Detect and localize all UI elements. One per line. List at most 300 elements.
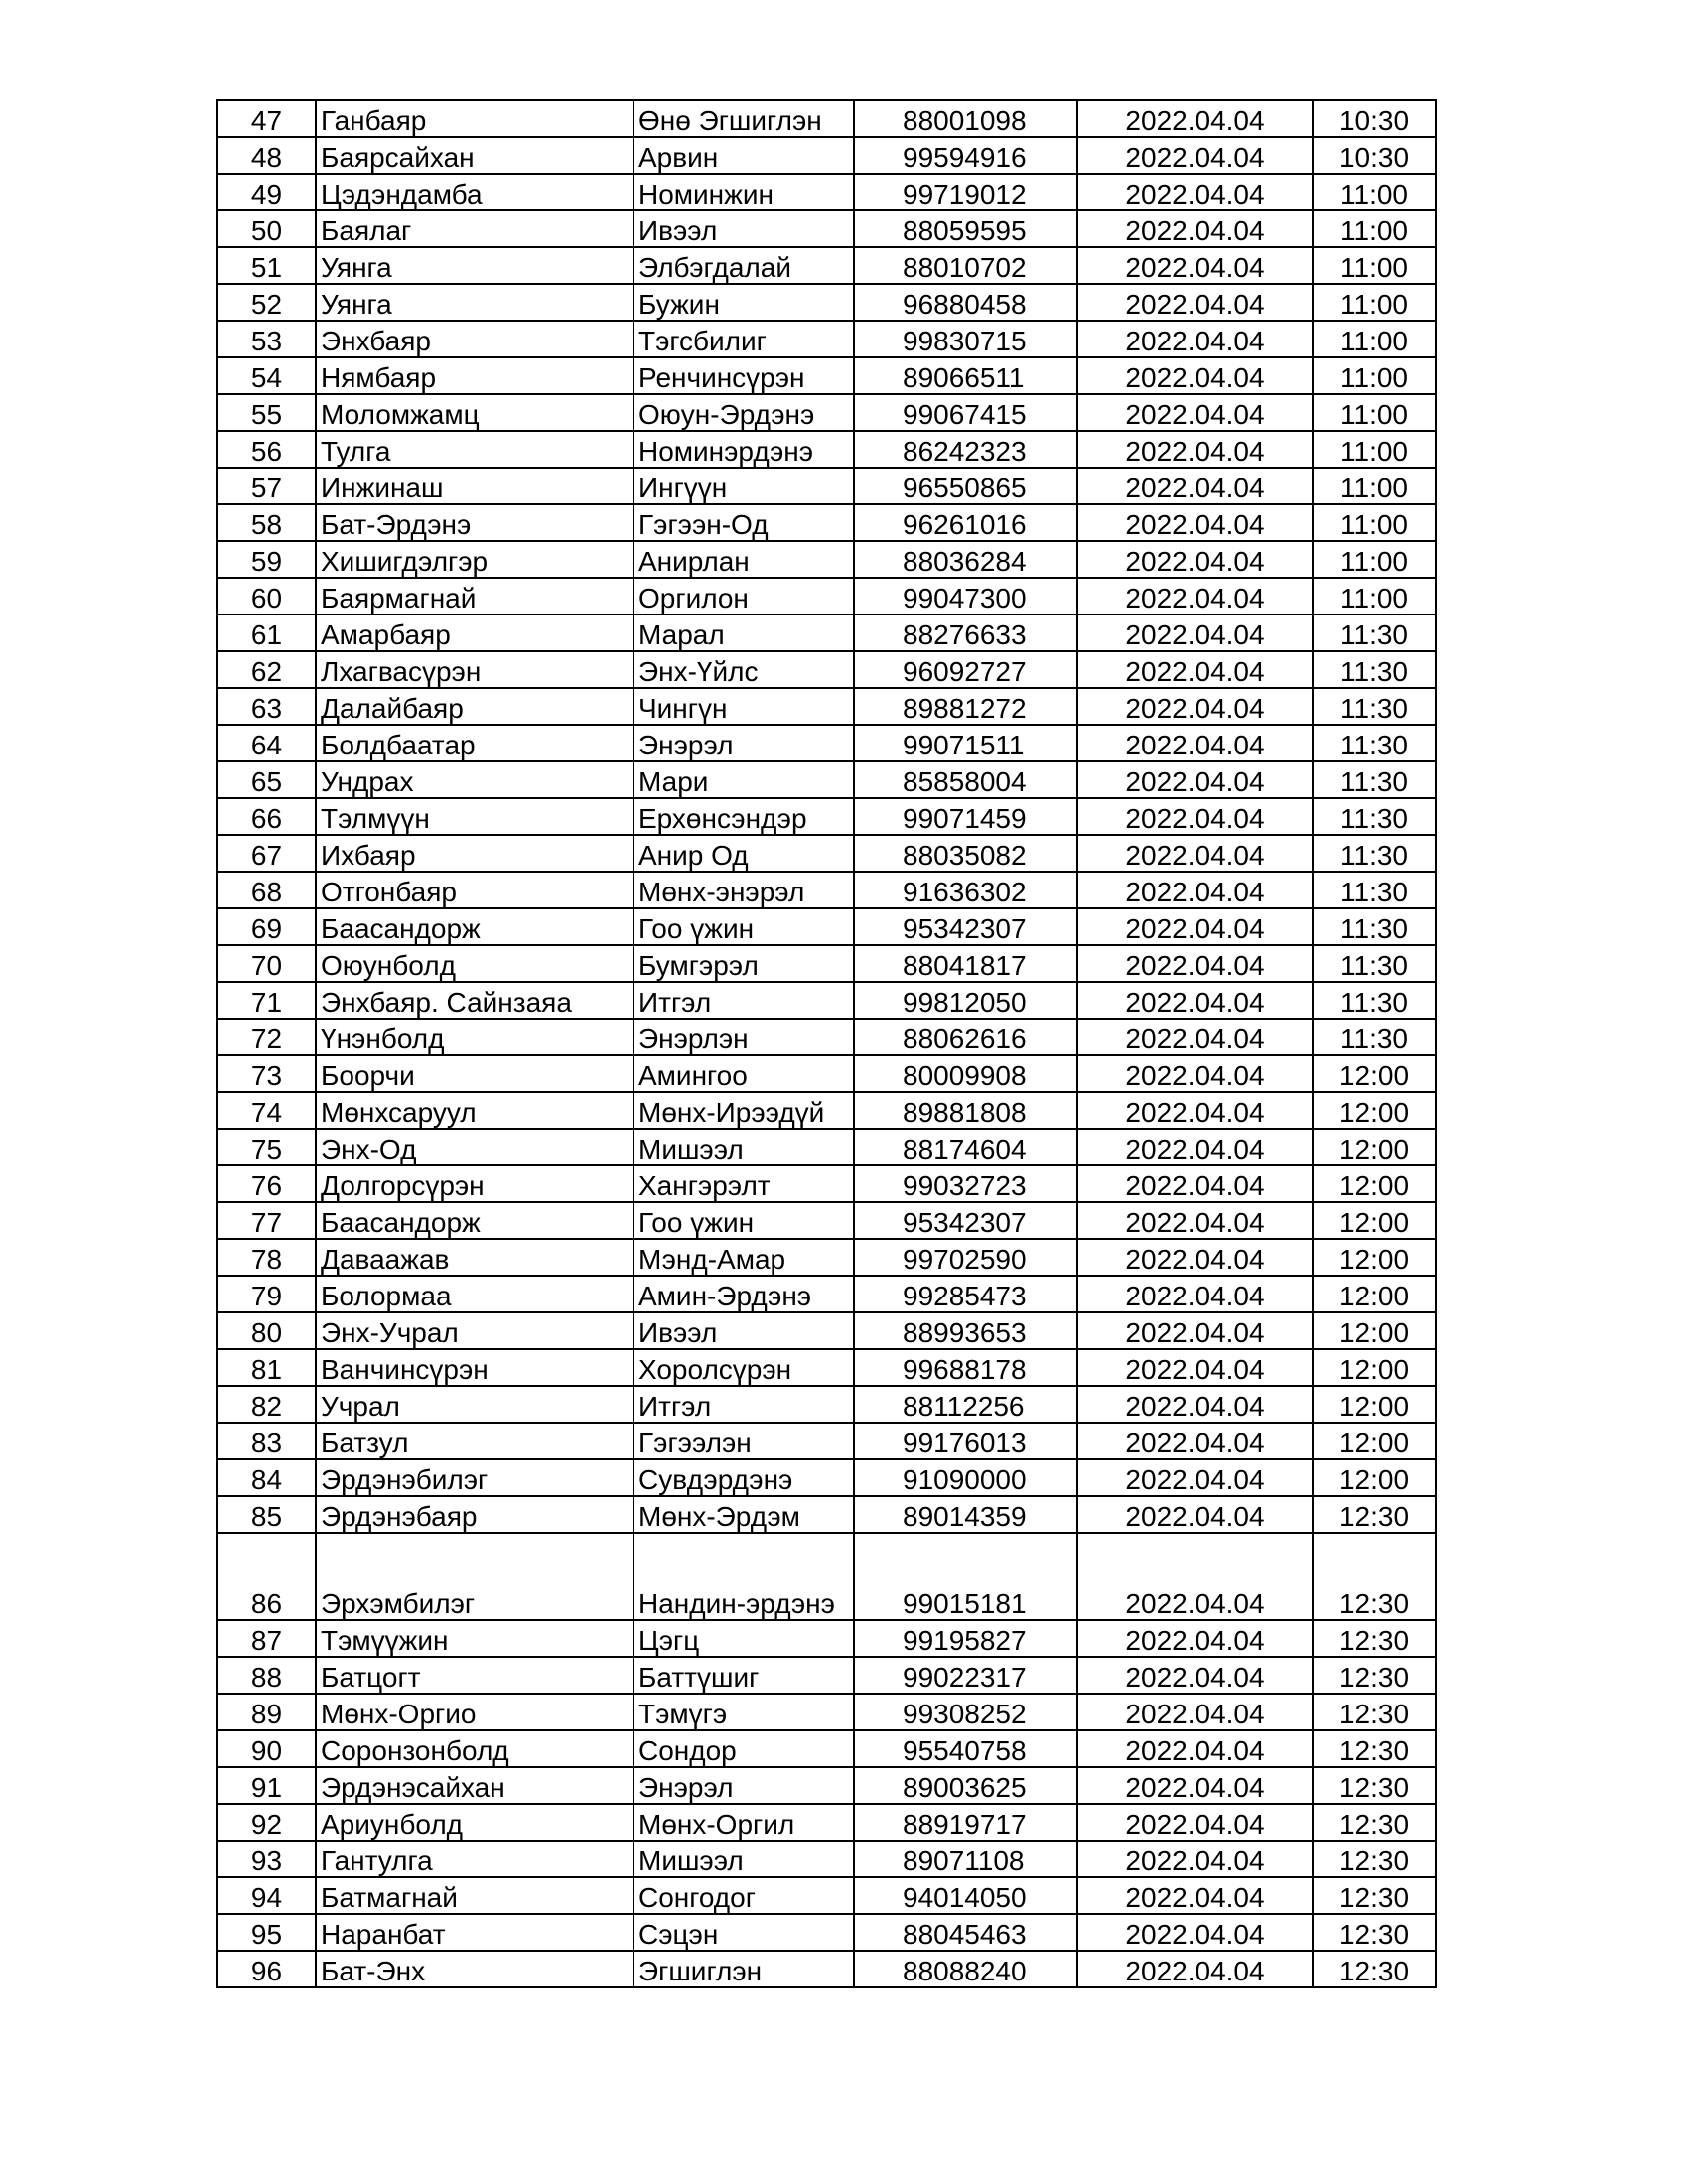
table-row bbox=[217, 1423, 1436, 1459]
table-row bbox=[217, 614, 1436, 651]
first-name-cell: Даваажав bbox=[316, 1239, 633, 1276]
second-name-cell: Мөнх-Ирээдүй bbox=[633, 1092, 854, 1129]
second-name-cell: Мөнх-Оргил bbox=[633, 1804, 854, 1841]
phone-cell: 94014050 bbox=[854, 1877, 1077, 1914]
date-cell: 2022.04.04 bbox=[1077, 761, 1313, 798]
phone-cell: 88041817 bbox=[854, 945, 1077, 982]
first-name-cell: Цэдэндамба bbox=[316, 174, 633, 210]
time-cell: 12:30 bbox=[1313, 1657, 1436, 1694]
table-row bbox=[217, 1202, 1436, 1239]
phone-cell: 96550865 bbox=[854, 468, 1077, 504]
second-name-cell: Мэнд-Амар bbox=[633, 1239, 854, 1276]
time-cell: 12:30 bbox=[1313, 1877, 1436, 1914]
row-number: 95 bbox=[217, 1914, 316, 1951]
time-cell: 12:00 bbox=[1313, 1055, 1436, 1092]
phone-cell: 96092727 bbox=[854, 651, 1077, 688]
time-cell: 12:00 bbox=[1313, 1129, 1436, 1165]
first-name-cell: Учрал bbox=[316, 1386, 633, 1423]
row-number: 93 bbox=[217, 1841, 316, 1877]
table-row bbox=[217, 247, 1436, 284]
first-name-cell: Эрхэмбилэг bbox=[316, 1533, 633, 1620]
time-cell: 12:30 bbox=[1313, 1841, 1436, 1877]
row-number: 70 bbox=[217, 945, 316, 982]
phone-cell: 99015181 bbox=[854, 1533, 1077, 1620]
row-number: 59 bbox=[217, 541, 316, 578]
second-name-cell: Арвин bbox=[633, 137, 854, 174]
date-cell: 2022.04.04 bbox=[1077, 1055, 1313, 1092]
row-number: 61 bbox=[217, 614, 316, 651]
table-row bbox=[217, 1730, 1436, 1767]
phone-cell: 99071511 bbox=[854, 725, 1077, 761]
table-row bbox=[217, 357, 1436, 394]
row-number: 50 bbox=[217, 210, 316, 247]
phone-cell: 99176013 bbox=[854, 1423, 1077, 1459]
phone-cell: 89066511 bbox=[854, 357, 1077, 394]
date-cell: 2022.04.04 bbox=[1077, 137, 1313, 174]
date-cell: 2022.04.04 bbox=[1077, 688, 1313, 725]
time-cell: 11:30 bbox=[1313, 908, 1436, 945]
date-cell: 2022.04.04 bbox=[1077, 1877, 1313, 1914]
second-name-cell: Оргилон bbox=[633, 578, 854, 614]
second-name-cell: Бужин bbox=[633, 284, 854, 321]
date-cell: 2022.04.04 bbox=[1077, 1841, 1313, 1877]
first-name-cell: Болдбаатар bbox=[316, 725, 633, 761]
first-name-cell: Далайбаяр bbox=[316, 688, 633, 725]
time-cell: 12:30 bbox=[1313, 1767, 1436, 1804]
table-row bbox=[217, 1496, 1436, 1533]
second-name-cell: Гоо үжин bbox=[633, 1202, 854, 1239]
first-name-cell: Бат-Эрдэнэ bbox=[316, 504, 633, 541]
first-name-cell: Уянга bbox=[316, 247, 633, 284]
date-cell: 2022.04.04 bbox=[1077, 835, 1313, 872]
first-name-cell: Баярсайхан bbox=[316, 137, 633, 174]
table-row bbox=[217, 982, 1436, 1019]
second-name-cell: Хангэрэлт bbox=[633, 1165, 854, 1202]
time-cell: 11:00 bbox=[1313, 210, 1436, 247]
table-row bbox=[217, 725, 1436, 761]
row-number: 92 bbox=[217, 1804, 316, 1841]
time-cell: 12:30 bbox=[1313, 1914, 1436, 1951]
table-row bbox=[217, 137, 1436, 174]
table-row bbox=[217, 1620, 1436, 1657]
table-row bbox=[217, 210, 1436, 247]
first-name-cell: Энх-Од bbox=[316, 1129, 633, 1165]
row-number: 86 bbox=[217, 1533, 316, 1620]
second-name-cell: Амингоо bbox=[633, 1055, 854, 1092]
first-name-cell: Баасандорж bbox=[316, 908, 633, 945]
time-cell: 11:00 bbox=[1313, 541, 1436, 578]
second-name-cell: Оюун-Эрдэнэ bbox=[633, 394, 854, 431]
time-cell: 12:00 bbox=[1313, 1239, 1436, 1276]
time-cell: 11:30 bbox=[1313, 835, 1436, 872]
time-cell: 12:00 bbox=[1313, 1202, 1436, 1239]
row-number: 71 bbox=[217, 982, 316, 1019]
row-number: 48 bbox=[217, 137, 316, 174]
second-name-cell: Чингүн bbox=[633, 688, 854, 725]
time-cell: 11:00 bbox=[1313, 174, 1436, 210]
phone-cell: 88112256 bbox=[854, 1386, 1077, 1423]
table-row bbox=[217, 798, 1436, 835]
time-cell: 11:00 bbox=[1313, 247, 1436, 284]
table-row bbox=[217, 100, 1436, 137]
time-cell: 11:30 bbox=[1313, 614, 1436, 651]
second-name-cell: Номинжин bbox=[633, 174, 854, 210]
second-name-cell: Сувдэрдэнэ bbox=[633, 1459, 854, 1496]
table-row bbox=[217, 1165, 1436, 1202]
time-cell: 10:30 bbox=[1313, 100, 1436, 137]
row-number: 87 bbox=[217, 1620, 316, 1657]
time-cell: 12:00 bbox=[1313, 1312, 1436, 1349]
time-cell: 11:30 bbox=[1313, 945, 1436, 982]
phone-cell: 99047300 bbox=[854, 578, 1077, 614]
second-name-cell: Мөнх-Эрдэм bbox=[633, 1496, 854, 1533]
second-name-cell: Сэцэн bbox=[633, 1914, 854, 1951]
date-cell: 2022.04.04 bbox=[1077, 1386, 1313, 1423]
date-cell: 2022.04.04 bbox=[1077, 431, 1313, 468]
time-cell: 12:30 bbox=[1313, 1804, 1436, 1841]
time-cell: 11:00 bbox=[1313, 578, 1436, 614]
second-name-cell: Номинэрдэнэ bbox=[633, 431, 854, 468]
time-cell: 11:30 bbox=[1313, 688, 1436, 725]
row-number: 94 bbox=[217, 1877, 316, 1914]
second-name-cell: Анирлан bbox=[633, 541, 854, 578]
date-cell: 2022.04.04 bbox=[1077, 174, 1313, 210]
date-cell: 2022.04.04 bbox=[1077, 1804, 1313, 1841]
row-number: 85 bbox=[217, 1496, 316, 1533]
first-name-cell: Долгорсүрэн bbox=[316, 1165, 633, 1202]
row-number: 88 bbox=[217, 1657, 316, 1694]
first-name-cell: Тэлмүүн bbox=[316, 798, 633, 835]
phone-cell: 89014359 bbox=[854, 1496, 1077, 1533]
table-row bbox=[217, 1239, 1436, 1276]
registration-table bbox=[216, 99, 1437, 1988]
phone-cell: 89003625 bbox=[854, 1767, 1077, 1804]
time-cell: 12:00 bbox=[1313, 1423, 1436, 1459]
time-cell: 11:30 bbox=[1313, 725, 1436, 761]
table-row bbox=[217, 541, 1436, 578]
second-name-cell: Гэгээлэн bbox=[633, 1423, 854, 1459]
row-number: 66 bbox=[217, 798, 316, 835]
second-name-cell: Мари bbox=[633, 761, 854, 798]
table-row bbox=[217, 1459, 1436, 1496]
second-name-cell: Итгэл bbox=[633, 1386, 854, 1423]
table-row bbox=[217, 1767, 1436, 1804]
table-row bbox=[217, 1386, 1436, 1423]
first-name-cell: Мөнх-Оргио bbox=[316, 1694, 633, 1730]
phone-cell: 99071459 bbox=[854, 798, 1077, 835]
first-name-cell: Моломжамц bbox=[316, 394, 633, 431]
second-name-cell: Баттүшиг bbox=[633, 1657, 854, 1694]
first-name-cell: Эрдэнэбаяр bbox=[316, 1496, 633, 1533]
phone-cell: 89881272 bbox=[854, 688, 1077, 725]
row-number: 64 bbox=[217, 725, 316, 761]
row-number: 58 bbox=[217, 504, 316, 541]
phone-cell: 99067415 bbox=[854, 394, 1077, 431]
first-name-cell: Бат-Энх bbox=[316, 1951, 633, 1987]
row-number: 60 bbox=[217, 578, 316, 614]
table-row bbox=[217, 1841, 1436, 1877]
time-cell: 11:00 bbox=[1313, 504, 1436, 541]
first-name-cell: Батцогт bbox=[316, 1657, 633, 1694]
phone-cell: 99830715 bbox=[854, 321, 1077, 357]
phone-cell: 99812050 bbox=[854, 982, 1077, 1019]
first-name-cell: Тэмүүжин bbox=[316, 1620, 633, 1657]
table-row bbox=[217, 284, 1436, 321]
table-row bbox=[217, 1276, 1436, 1312]
phone-cell: 88036284 bbox=[854, 541, 1077, 578]
time-cell: 11:00 bbox=[1313, 321, 1436, 357]
time-cell: 11:30 bbox=[1313, 761, 1436, 798]
time-cell: 12:00 bbox=[1313, 1386, 1436, 1423]
phone-cell: 99702590 bbox=[854, 1239, 1077, 1276]
date-cell: 2022.04.04 bbox=[1077, 1951, 1313, 1987]
table-row bbox=[217, 872, 1436, 908]
first-name-cell: Ариунболд bbox=[316, 1804, 633, 1841]
time-cell: 10:30 bbox=[1313, 137, 1436, 174]
time-cell: 12:30 bbox=[1313, 1730, 1436, 1767]
row-number: 52 bbox=[217, 284, 316, 321]
phone-cell: 88088240 bbox=[854, 1951, 1077, 1987]
phone-cell: 95342307 bbox=[854, 908, 1077, 945]
date-cell: 2022.04.04 bbox=[1077, 504, 1313, 541]
first-name-cell: Баялаг bbox=[316, 210, 633, 247]
time-cell: 12:00 bbox=[1313, 1349, 1436, 1386]
time-cell: 11:00 bbox=[1313, 431, 1436, 468]
first-name-cell: Энхбаяр bbox=[316, 321, 633, 357]
first-name-cell: Ихбаяр bbox=[316, 835, 633, 872]
date-cell: 2022.04.04 bbox=[1077, 908, 1313, 945]
time-cell: 11:00 bbox=[1313, 394, 1436, 431]
row-number: 96 bbox=[217, 1951, 316, 1987]
first-name-cell: Энхбаяр. Сайнзаяа bbox=[316, 982, 633, 1019]
row-number: 57 bbox=[217, 468, 316, 504]
table-row bbox=[217, 1914, 1436, 1951]
first-name-cell: Боорчи bbox=[316, 1055, 633, 1092]
phone-cell: 88001098 bbox=[854, 100, 1077, 137]
phone-cell: 88035082 bbox=[854, 835, 1077, 872]
row-number: 91 bbox=[217, 1767, 316, 1804]
second-name-cell: Итгэл bbox=[633, 982, 854, 1019]
phone-cell: 99285473 bbox=[854, 1276, 1077, 1312]
first-name-cell: Хишигдэлгэр bbox=[316, 541, 633, 578]
phone-cell: 80009908 bbox=[854, 1055, 1077, 1092]
date-cell: 2022.04.04 bbox=[1077, 945, 1313, 982]
second-name-cell: Гэгээн-Од bbox=[633, 504, 854, 541]
row-number: 49 bbox=[217, 174, 316, 210]
first-name-cell: Отгонбаяр bbox=[316, 872, 633, 908]
first-name-cell: Соронзонболд bbox=[316, 1730, 633, 1767]
table-body bbox=[217, 100, 1436, 1987]
second-name-cell: Тэгсбилиг bbox=[633, 321, 854, 357]
table-row bbox=[217, 321, 1436, 357]
row-number: 63 bbox=[217, 688, 316, 725]
phone-cell: 85858004 bbox=[854, 761, 1077, 798]
table-row bbox=[217, 1877, 1436, 1914]
table-row bbox=[217, 1092, 1436, 1129]
first-name-cell: Инжинаш bbox=[316, 468, 633, 504]
phone-cell: 99719012 bbox=[854, 174, 1077, 210]
table-row bbox=[217, 174, 1436, 210]
second-name-cell: Ивээл bbox=[633, 210, 854, 247]
row-number: 51 bbox=[217, 247, 316, 284]
second-name-cell: Тэмүгэ bbox=[633, 1694, 854, 1730]
first-name-cell: Оюунболд bbox=[316, 945, 633, 982]
date-cell: 2022.04.04 bbox=[1077, 284, 1313, 321]
time-cell: 12:30 bbox=[1313, 1533, 1436, 1620]
date-cell: 2022.04.04 bbox=[1077, 1657, 1313, 1694]
row-number: 79 bbox=[217, 1276, 316, 1312]
table-row bbox=[217, 431, 1436, 468]
first-name-cell: Баярмагнай bbox=[316, 578, 633, 614]
phone-cell: 88919717 bbox=[854, 1804, 1077, 1841]
first-name-cell: Тулга bbox=[316, 431, 633, 468]
date-cell: 2022.04.04 bbox=[1077, 1423, 1313, 1459]
row-number: 67 bbox=[217, 835, 316, 872]
table-row bbox=[217, 908, 1436, 945]
table-row bbox=[217, 651, 1436, 688]
phone-cell: 88276633 bbox=[854, 614, 1077, 651]
first-name-cell: Эрдэнэсайхан bbox=[316, 1767, 633, 1804]
row-number: 65 bbox=[217, 761, 316, 798]
second-name-cell: Хоролсүрэн bbox=[633, 1349, 854, 1386]
row-number: 82 bbox=[217, 1386, 316, 1423]
date-cell: 2022.04.04 bbox=[1077, 872, 1313, 908]
date-cell: 2022.04.04 bbox=[1077, 1694, 1313, 1730]
date-cell: 2022.04.04 bbox=[1077, 1914, 1313, 1951]
date-cell: 2022.04.04 bbox=[1077, 725, 1313, 761]
row-number: 83 bbox=[217, 1423, 316, 1459]
table-row bbox=[217, 394, 1436, 431]
time-cell: 11:00 bbox=[1313, 357, 1436, 394]
date-cell: 2022.04.04 bbox=[1077, 1019, 1313, 1055]
row-number: 75 bbox=[217, 1129, 316, 1165]
second-name-cell: Цэгц bbox=[633, 1620, 854, 1657]
time-cell: 11:30 bbox=[1313, 651, 1436, 688]
date-cell: 2022.04.04 bbox=[1077, 651, 1313, 688]
first-name-cell: Болормаа bbox=[316, 1276, 633, 1312]
first-name-cell: Нямбаяр bbox=[316, 357, 633, 394]
table-row bbox=[217, 945, 1436, 982]
first-name-cell: Лхагвасүрэн bbox=[316, 651, 633, 688]
row-number: 78 bbox=[217, 1239, 316, 1276]
second-name-cell: Энх-Үйлс bbox=[633, 651, 854, 688]
second-name-cell: Энэрэл bbox=[633, 725, 854, 761]
time-cell: 12:00 bbox=[1313, 1276, 1436, 1312]
row-number: 55 bbox=[217, 394, 316, 431]
phone-cell: 88062616 bbox=[854, 1019, 1077, 1055]
second-name-cell: Сондор bbox=[633, 1730, 854, 1767]
phone-cell: 99022317 bbox=[854, 1657, 1077, 1694]
phone-cell: 88045463 bbox=[854, 1914, 1077, 1951]
first-name-cell: Мөнхсаруул bbox=[316, 1092, 633, 1129]
row-number: 84 bbox=[217, 1459, 316, 1496]
time-cell: 12:00 bbox=[1313, 1092, 1436, 1129]
second-name-cell: Ерхөнсэндэр bbox=[633, 798, 854, 835]
second-name-cell: Эгшиглэн bbox=[633, 1951, 854, 1987]
second-name-cell: Сонгодог bbox=[633, 1877, 854, 1914]
time-cell: 12:30 bbox=[1313, 1620, 1436, 1657]
date-cell: 2022.04.04 bbox=[1077, 210, 1313, 247]
date-cell: 2022.04.04 bbox=[1077, 578, 1313, 614]
date-cell: 2022.04.04 bbox=[1077, 100, 1313, 137]
date-cell: 2022.04.04 bbox=[1077, 1312, 1313, 1349]
date-cell: 2022.04.04 bbox=[1077, 1730, 1313, 1767]
phone-cell: 99308252 bbox=[854, 1694, 1077, 1730]
date-cell: 2022.04.04 bbox=[1077, 1165, 1313, 1202]
date-cell: 2022.04.04 bbox=[1077, 468, 1313, 504]
time-cell: 11:30 bbox=[1313, 872, 1436, 908]
date-cell: 2022.04.04 bbox=[1077, 614, 1313, 651]
table-row bbox=[217, 578, 1436, 614]
table-row bbox=[217, 1055, 1436, 1092]
second-name-cell: Энэрэл bbox=[633, 1767, 854, 1804]
time-cell: 11:30 bbox=[1313, 798, 1436, 835]
first-name-cell: Уянга bbox=[316, 284, 633, 321]
date-cell: 2022.04.04 bbox=[1077, 1620, 1313, 1657]
table-row bbox=[217, 1657, 1436, 1694]
second-name-cell: Амин-Эрдэнэ bbox=[633, 1276, 854, 1312]
phone-cell: 88010702 bbox=[854, 247, 1077, 284]
row-number: 80 bbox=[217, 1312, 316, 1349]
phone-cell: 95342307 bbox=[854, 1202, 1077, 1239]
row-number: 74 bbox=[217, 1092, 316, 1129]
first-name-cell: Ганбаяр bbox=[316, 100, 633, 137]
time-cell: 11:00 bbox=[1313, 468, 1436, 504]
phone-cell: 89071108 bbox=[854, 1841, 1077, 1877]
row-number: 72 bbox=[217, 1019, 316, 1055]
time-cell: 12:30 bbox=[1313, 1951, 1436, 1987]
second-name-cell: Нандин-эрдэнэ bbox=[633, 1533, 854, 1620]
phone-cell: 99688178 bbox=[854, 1349, 1077, 1386]
first-name-cell: Энх-Учрал bbox=[316, 1312, 633, 1349]
date-cell: 2022.04.04 bbox=[1077, 541, 1313, 578]
phone-cell: 91090000 bbox=[854, 1459, 1077, 1496]
first-name-cell: Батзул bbox=[316, 1423, 633, 1459]
second-name-cell: Бумгэрэл bbox=[633, 945, 854, 982]
table-row bbox=[217, 1129, 1436, 1165]
row-number: 89 bbox=[217, 1694, 316, 1730]
row-number: 77 bbox=[217, 1202, 316, 1239]
time-cell: 11:00 bbox=[1313, 284, 1436, 321]
date-cell: 2022.04.04 bbox=[1077, 982, 1313, 1019]
second-name-cell: Ивээл bbox=[633, 1312, 854, 1349]
phone-cell: 86242323 bbox=[854, 431, 1077, 468]
table-row bbox=[217, 761, 1436, 798]
row-number: 90 bbox=[217, 1730, 316, 1767]
table-row bbox=[217, 1349, 1436, 1386]
time-cell: 12:00 bbox=[1313, 1459, 1436, 1496]
first-name-cell: Ванчинсүрэн bbox=[316, 1349, 633, 1386]
phone-cell: 95540758 bbox=[854, 1730, 1077, 1767]
phone-cell: 99594916 bbox=[854, 137, 1077, 174]
table-row bbox=[217, 835, 1436, 872]
time-cell: 12:30 bbox=[1313, 1496, 1436, 1533]
date-cell: 2022.04.04 bbox=[1077, 1129, 1313, 1165]
table-row bbox=[217, 688, 1436, 725]
date-cell: 2022.04.04 bbox=[1077, 1276, 1313, 1312]
table-row bbox=[217, 504, 1436, 541]
second-name-cell: Ингүүн bbox=[633, 468, 854, 504]
phone-cell: 88059595 bbox=[854, 210, 1077, 247]
second-name-cell: Марал bbox=[633, 614, 854, 651]
row-number: 76 bbox=[217, 1165, 316, 1202]
phone-cell: 89881808 bbox=[854, 1092, 1077, 1129]
first-name-cell: Ундрах bbox=[316, 761, 633, 798]
date-cell: 2022.04.04 bbox=[1077, 357, 1313, 394]
date-cell: 2022.04.04 bbox=[1077, 1239, 1313, 1276]
second-name-cell: Анир Од bbox=[633, 835, 854, 872]
date-cell: 2022.04.04 bbox=[1077, 1533, 1313, 1620]
